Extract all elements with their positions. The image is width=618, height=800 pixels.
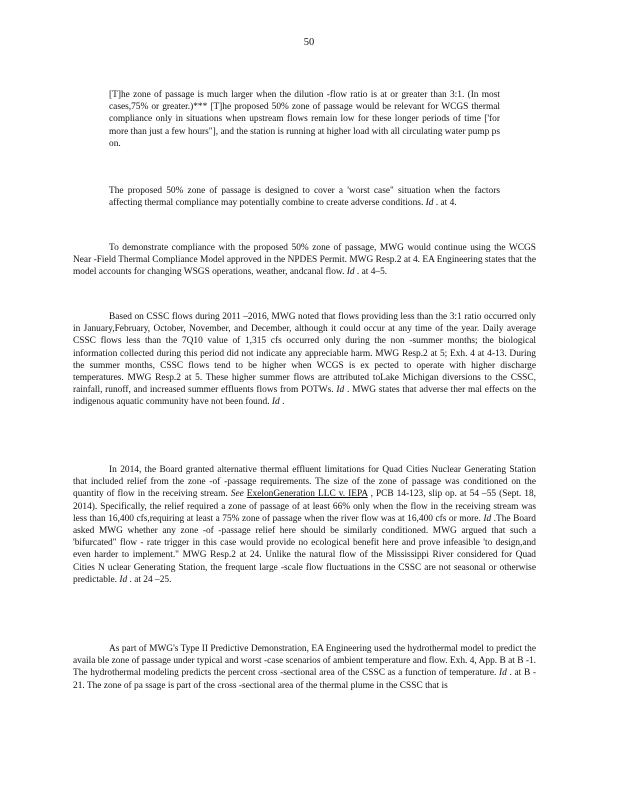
block-quote-2-pin: . at 4. xyxy=(433,198,457,209)
paragraph-4-text: As part of MWG's Type II Predictive Demonstration, EA Engineering used the hydrothermal model to predict the availa ble zone of passage under typical and worst -case scenarios of ambient temperature and flow. Exh. 4, App. B at B -1. The hydrothermal modeling predicts the percent cross -sectional area of the CSSC as a function of temperature. xyxy=(73,644,536,679)
citation-id: Id xyxy=(119,574,128,585)
citation-id: Id xyxy=(336,385,345,396)
paragraph-4 xyxy=(73,643,536,692)
page-number: 50 xyxy=(303,37,315,48)
paragraph-1-pin: . at 4–5. xyxy=(354,267,388,278)
paragraph-4-pin: . at B - 21. The zone of pa ssage is part of the cross -sectional area of the thermal plume in the CSSC that is xyxy=(73,668,536,691)
paragraph-3 xyxy=(73,464,536,586)
paragraph-2 xyxy=(73,311,536,409)
paragraph-3-pin: . at 24 –25. xyxy=(127,574,172,585)
citation-id: Id xyxy=(425,198,434,209)
paragraph-1 xyxy=(73,242,536,279)
block-quote-2-text: The proposed 50% zone of passage is designed to cover a 'worst case" situation when the factors affecting thermal compliance may potentially combine to create adverse conditions. xyxy=(109,186,500,209)
citation-id: Id xyxy=(271,397,280,408)
paragraph-2-text-middle: . MWG states that adverse ther mal effects on the indigenous aquatic community have not been found. xyxy=(73,385,536,408)
citation-id: Id xyxy=(346,267,355,278)
citation-id: Id xyxy=(499,668,507,679)
paragraph-3-text: In 2014, the Board granted alternative thermal effluent limitations for Quad Cities Nuclear Generating Station that included relief from the zone -of -passage requirements. The size of the zone of passage was conditioned on the quantity of flow in the receiving stream. xyxy=(73,465,536,500)
block-quote-2 xyxy=(109,185,500,209)
case-citation: ExelonGeneration LLC v. IEPA xyxy=(246,489,368,500)
paragraph-2-text: Based on CSSC flows during 2011 –2016, MWG noted that flows providing less than the 3:1 ratio occurred only in January,February, October, November, and December, although it could occur at any time of the year. Daily average CSSC flows less than the 7Q10 value of 1,315 cfs occurred only during the non -summer months; the biological information collected during this period did not indicate any appreciable harm. MWG Resp.2 at 5; Exh. 4 at 4-13. During the summer months, CSSC flows tend to be higher when WCGS is ex pected to operate with higher discharge temperatures. MWG Resp.2 at 5. These higher summer flows are attributed toLake Michigan diversions to the CSSC, rainfall, runoff, and increased summer effluents flows from POTWs. xyxy=(73,312,536,396)
signal-see: See xyxy=(230,489,244,500)
paragraph-2-pin: . xyxy=(279,397,285,408)
block-quote-1-text: [T]he zone of passage is much larger when the dilution -flow ratio is at or greater than 3:1. (In most cases,75% or greater.)*** [T]he proposed 50% zone of passage would be relevant for WCGS thermal compliance only in situations when upstream flows remain low for these longer periods of time ['for more than just a few hours"], and the station is running at higher load with all circulating water pump ps on. xyxy=(109,90,500,149)
citation-id: Id xyxy=(483,513,492,524)
block-quote-1 xyxy=(109,89,500,150)
paragraph-3-text-case: , PCB 14-123, slip op. at 54 –55 (Sept. 18, 2014). Specifically, the relief required a zone of passage of at least 66% only when the flow in the receiving stream was less than 16,400 cfs,requiring at least a 75% zone of passage when the river flow was at 16,400 cfs or more. xyxy=(73,489,536,524)
paragraph-1-text: To demonstrate compliance with the proposed 50% zone of passage, MWG would continue using the WCGS Near -Field Thermal Compliance Model approved in the NPDES Permit. MWG Resp.2 at 4. EA Engineering states that the model accounts for changing WSGS operations, weather, andcanal flow. xyxy=(73,243,536,278)
paragraph-3-text-middle: .The Board asked MWG whether any zone -of -passage relief here should be similarly conditioned. MWG argued that such a 'bifurcated" flow - rate trigger in this case would provide no ecological benefit here and prove infeasible 'to design,and even harder to implement." MWG Resp.2 at 24. Unlike the natural flow of the Mississippi River considered for Quad Cities N uclear Generating Station, the frequent large -scale flow fluctuations in the CSSC are not seasonal or otherwise predictable. xyxy=(73,513,536,585)
